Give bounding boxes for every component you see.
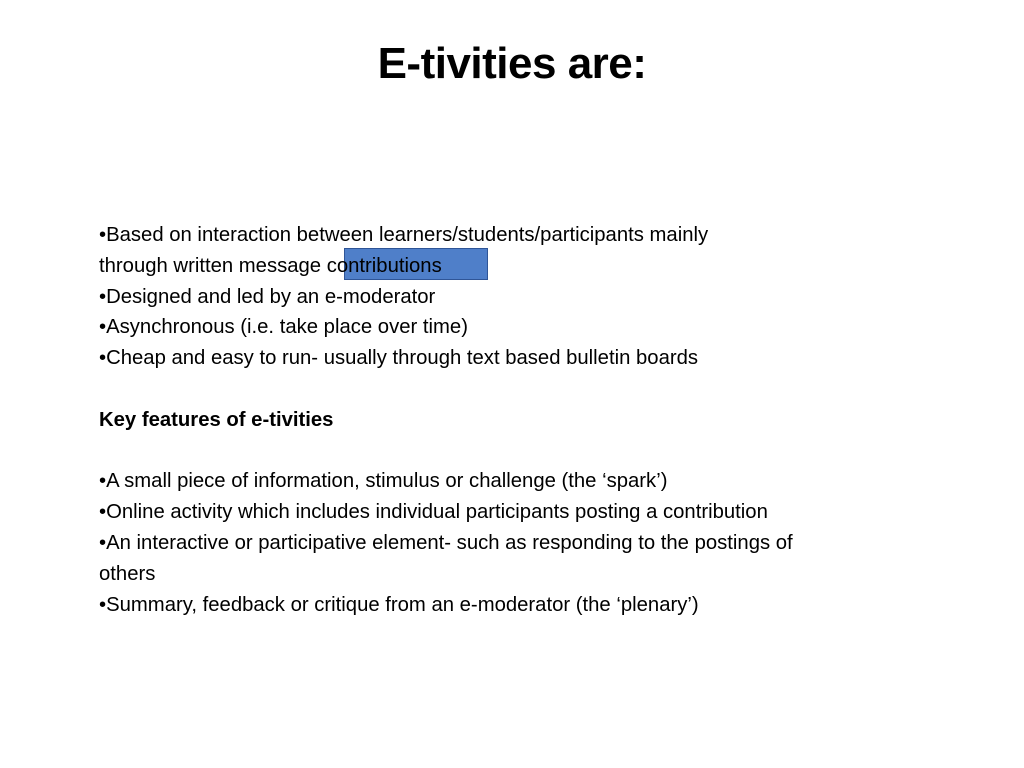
feature-line: •An interactive or participative element- such as responding to the postings of <box>99 531 793 554</box>
bullet-line: •Cheap and easy to run- usually through text based bulletin boards <box>99 347 699 370</box>
bullet-line-continuation: through written message contributions <box>99 254 442 277</box>
feature-line: •Online activity which includes individual participants posting a contribution <box>99 501 768 524</box>
spacer <box>99 374 929 405</box>
spacer <box>99 436 929 467</box>
slide-title: E-tivities are: <box>377 39 647 88</box>
slide-body <box>99 220 929 620</box>
feature-line: •Summary, feedback or critique from an e-moderator (the ‘plenary’) <box>99 593 699 616</box>
bullet-line: •Designed and led by an e-moderator <box>99 285 436 308</box>
bullet-line: •Based on interaction between learners/students/participants mainly <box>99 224 709 246</box>
bullet-line: •Asynchronous (i.e. take place over time) <box>99 316 468 339</box>
feature-line: •A small piece of information, stimulus or challenge (the ‘spark’) <box>99 470 668 493</box>
features-heading: Key features of e-tivities <box>99 408 334 431</box>
feature-line-continuation: others <box>99 562 156 585</box>
